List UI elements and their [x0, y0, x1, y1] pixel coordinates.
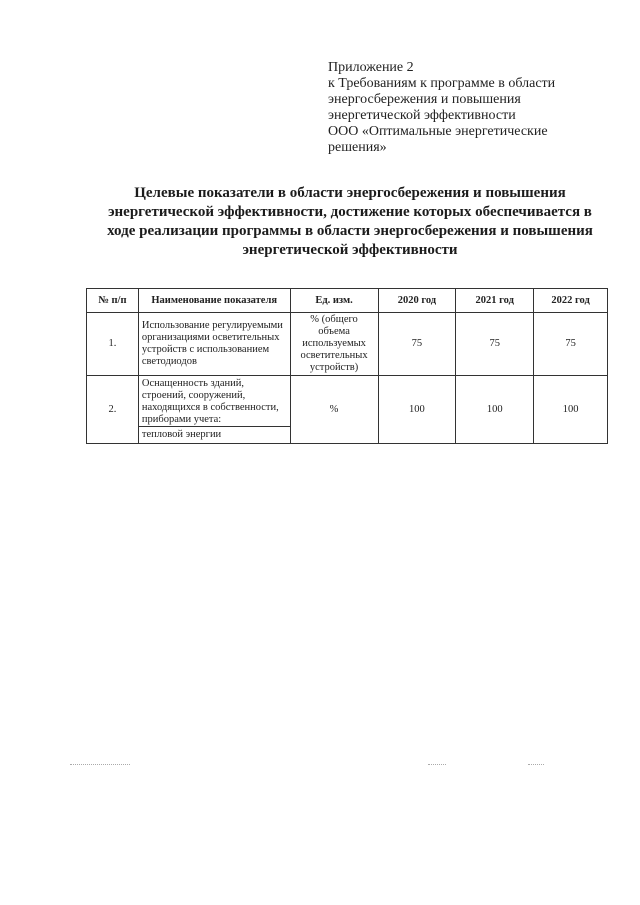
- header-unit: Ед. изм.: [290, 289, 378, 313]
- header-2021: 2021 год: [456, 289, 534, 313]
- cell-name: Оснащенность зданий, строений, сооружений, находящихся в собственности, приборами учета:: [138, 376, 290, 427]
- cell-unit: %: [290, 376, 378, 444]
- cell-2021: 100: [456, 376, 534, 444]
- cell-unit: % (общего объема используемых осветительных устройств): [290, 313, 378, 376]
- cell-2020: 100: [378, 376, 456, 444]
- appendix-line: ООО «Оптимальные энергетические: [328, 124, 548, 139]
- appendix-note: [328, 60, 618, 156]
- scan-artifact: [428, 764, 446, 766]
- cell-2021: 75: [456, 313, 534, 376]
- title-line: Целевые показатели в области энергосбережения и повышения: [134, 185, 566, 201]
- table-row: [87, 376, 608, 427]
- header-num: № п/п: [87, 289, 139, 313]
- appendix-line: Приложение 2: [328, 60, 414, 75]
- appendix-line: решения»: [328, 140, 387, 155]
- cell-num: 2.: [87, 376, 139, 444]
- table-header-row: [87, 289, 608, 313]
- cell-2022: 75: [534, 313, 608, 376]
- document-title: [90, 184, 610, 260]
- cell-subname: тепловой энергии: [138, 427, 290, 444]
- cell-2022: 100: [534, 376, 608, 444]
- appendix-line: к Требованиям к программе в области: [328, 76, 556, 91]
- appendix-line: энергетической эффективности: [328, 108, 516, 123]
- header-name: Наименование показателя: [138, 289, 290, 313]
- title-line: энергетической эффективности, достижение которых обеспечивается в: [108, 204, 592, 220]
- table-row: [87, 313, 608, 376]
- title-line: энергетической эффективности: [242, 242, 458, 258]
- appendix-line: энергосбережения и повышения: [328, 92, 521, 107]
- cell-2020: 75: [378, 313, 456, 376]
- scan-artifact: [70, 764, 130, 766]
- scan-artifact: [528, 764, 544, 766]
- cell-name: Использование регулируемыми организациями осветительных устройств с использованием светодиодов: [138, 313, 290, 376]
- cell-num: 1.: [87, 313, 139, 376]
- indicators-table: [86, 288, 608, 444]
- title-line: ходе реализации программы в области энергосбережения и повышения: [107, 223, 593, 239]
- header-2020: 2020 год: [378, 289, 456, 313]
- header-2022: 2022 год: [534, 289, 608, 313]
